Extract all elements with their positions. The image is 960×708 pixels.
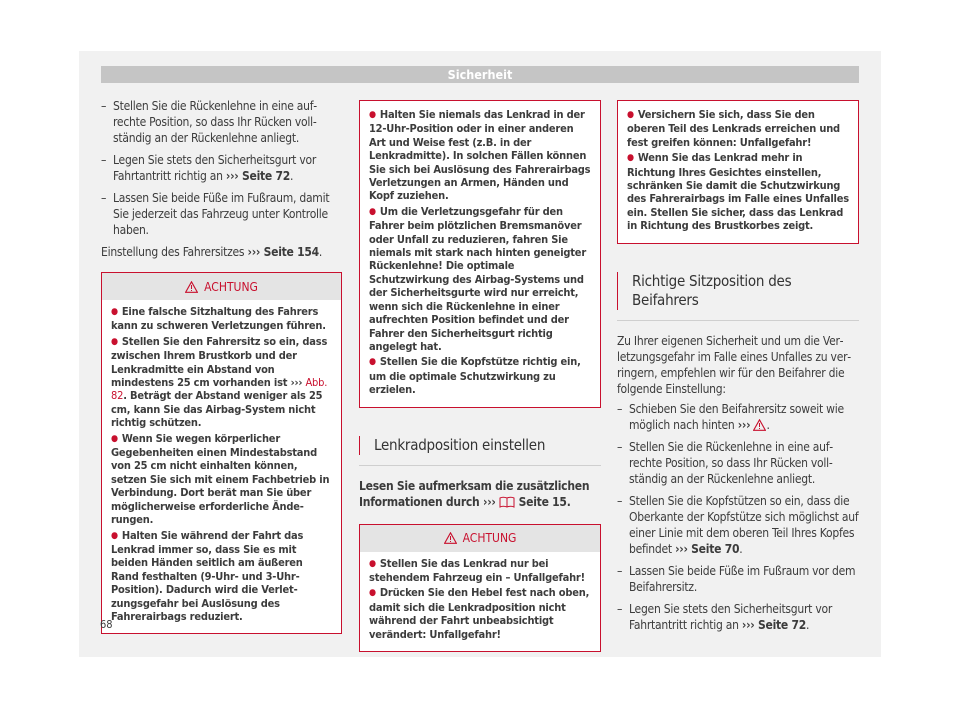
- section-heading: Lenkradposition einstellen: [359, 436, 601, 455]
- page-link[interactable]: ››› Seite 72: [225, 169, 291, 183]
- warning-bullet: ● Wenn Sie wegen körperlicher Gegebenheiten einen Mindestabstand von 25 cm nicht einhalten können, setzen Sie sich mit einem Fachbetrieb in Verbindung. Dort berät man Sie über möglicherweise erforderliche Änderungen.: [111, 431, 330, 527]
- list-item: – Lassen Sie beide Füße im Fußraum vor dem Beifahrersitz.: [617, 563, 859, 595]
- page-link[interactable]: ››› Seite 70: [675, 541, 740, 556]
- list-item: – Schieben Sie den Beifahrersitz soweit wie möglich nach hinten ››› .: [617, 401, 859, 433]
- warning-bullet: ● Drücken Sie den Hebel fest nach oben, damit sich die Lenkradposition nicht während der Fahrt unbeabsichtigt verändert: Unfallgefahr!: [369, 586, 590, 641]
- list-item: – Stellen Sie die Rückenlehne in eine aufrechte Position, so dass Ihr Rücken vollständig an der Rückenlehne anliegt.: [101, 98, 342, 146]
- warning-triangle-icon: [444, 532, 457, 544]
- warning-box: [101, 272, 342, 634]
- section-header: Sicherheit: [101, 66, 859, 83]
- divider: [359, 465, 601, 466]
- warning-bullet: ● Um die Verletzungsgefahr für den Fahrer beim plötzlichen Bremsmanöver oder Unfall zu reduzieren, fahren Sie niemals mit stark nach hinten geneigter Rückenlehne! Die optimale Schutzwirkung des Airbag-Systems und der Sicherheitsgurte wird nur erreicht, wenn sich die Rückenlehne in einer aufrechten Position befindet und der Fahrer den Sicherheitsgurt richtig angelegt hat.: [369, 204, 587, 353]
- divider: [617, 320, 859, 321]
- warning-bullet: ● Stellen Sie den Fahrersitz so ein, dass zwischen Ihrem Brustkorb und der Lenkradmitte ein Abstand von mindestens 25 cm vorhanden ist ››› Abb. 82. Beträgt der Abstand weniger als 25 cm, kann Sie das Airbag-System nicht richtig schützen.: [111, 334, 328, 430]
- warning-label: ACHTUNG: [462, 531, 517, 546]
- warning-box: [359, 524, 601, 652]
- warning-bullet: ● Halten Sie während der Fahrt das Lenkrad immer so, dass Sie es mit beiden Händen seitlich am äußeren Rand festhalten (9-Uhr- und 3-Uhr-Position). Dadurch wird die Verletzungsgefahr bei Auslösung des Fahrerairbags reduziert.: [111, 528, 304, 623]
- warning-bullet: ● Halten Sie niemals das Lenkrad in der 12-Uhr-Position oder in einer anderen Art und Weise fest (z.B. in der Lenkradmitte). In solchen Fällen können Sie sich bei Auslösung des Fahrerairbags Verletzungen an Armen, Händen und Kopf zuziehen.: [369, 108, 591, 203]
- warning-label: ACHTUNG: [204, 279, 258, 294]
- list-item: – Lassen Sie beide Füße im Fußraum, damit Sie jederzeit das Fahrzeug unter Kontrolle haben.: [101, 190, 342, 238]
- column-1: [101, 96, 342, 634]
- warning-bullet: ● Versichern Sie sich, dass Sie den oberen Teil des Lenkrads erreichen und fest greifen können: Unfallgefahr!: [627, 108, 840, 149]
- list-item: – Legen Sie stets den Sicherheitsgurt vor Fahrtantritt richtig an ››› Seite 72.: [617, 601, 859, 633]
- list-item: – Stellen Sie die Kopfstützen so ein, dass die Oberkante der Kopfstütze sich möglichst auf einer Linie mit dem oberen Teil Ihres Kopfes befindet ››› Seite 70.: [617, 493, 859, 557]
- figure-link[interactable]: Abb. 82: [111, 376, 328, 403]
- column-2: [359, 96, 601, 652]
- warning-bullet: ● Wenn Sie das Lenkrad mehr in Richtung Ihres Gesichtes einstellen, schränken Sie damit die Schutzwirkung des Fahrerairbags im Falle eines Unfalles ein. Stellen Sie sicher, dass das Lenkrad in Richtung des Brustkorbes zeigt.: [627, 151, 849, 233]
- page-link[interactable]: ››› Seite 72: [741, 617, 807, 632]
- warning-header: [102, 273, 341, 300]
- warning-box-continued: [617, 100, 859, 244]
- book-icon: [499, 496, 515, 508]
- warning-triangle-icon[interactable]: [753, 419, 766, 431]
- warning-box-continued: [359, 100, 601, 408]
- warning-bullet: ● Stellen Sie die Kopfstütze richtig ein, um die optimale Schutzwirkung zu erzielen.: [369, 355, 581, 397]
- page-link[interactable]: Seite 15: [518, 494, 567, 509]
- page-number: 68: [100, 618, 113, 631]
- column-3: [617, 96, 859, 639]
- paragraph: Einstellung des Fahrersitzes ››› Seite 154.: [101, 245, 323, 259]
- warning-header: [360, 525, 600, 552]
- section-heading: Richtige Sitzposition des Beifahrers: [617, 272, 859, 310]
- list-item: – Stellen Sie die Rückenlehne in eine aufrechte Position, so dass Ihr Rücken vollständig an der Rückenlehne anliegt.: [617, 439, 859, 487]
- warning-bullet: ● Eine falsche Sitzhaltung des Fahrers kann zu schweren Verletzungen führen.: [111, 305, 326, 333]
- list-item: – Legen Sie stets den Sicherheitsgurt vor Fahrtantritt richtig an ››› Seite 72.: [101, 152, 342, 184]
- warning-bullet: ● Stellen Sie das Lenkrad nur bei stehendem Fahrzeug ein – Unfallgefahr!: [369, 556, 585, 584]
- paragraph: Zu Ihrer eigenen Sicherheit und um die Verletzungsgefahr im Falle eines Unfalles zu verringern, empfehlen wir für den Beifahrer die folgende Einstellung:: [617, 333, 852, 396]
- intro-paragraph: Lesen Sie aufmerksam die zusätzlichen Informationen durch ››› Seite 15.: [359, 478, 590, 509]
- page-link[interactable]: ››› Seite 154: [247, 245, 319, 259]
- warning-triangle-icon: [185, 281, 198, 293]
